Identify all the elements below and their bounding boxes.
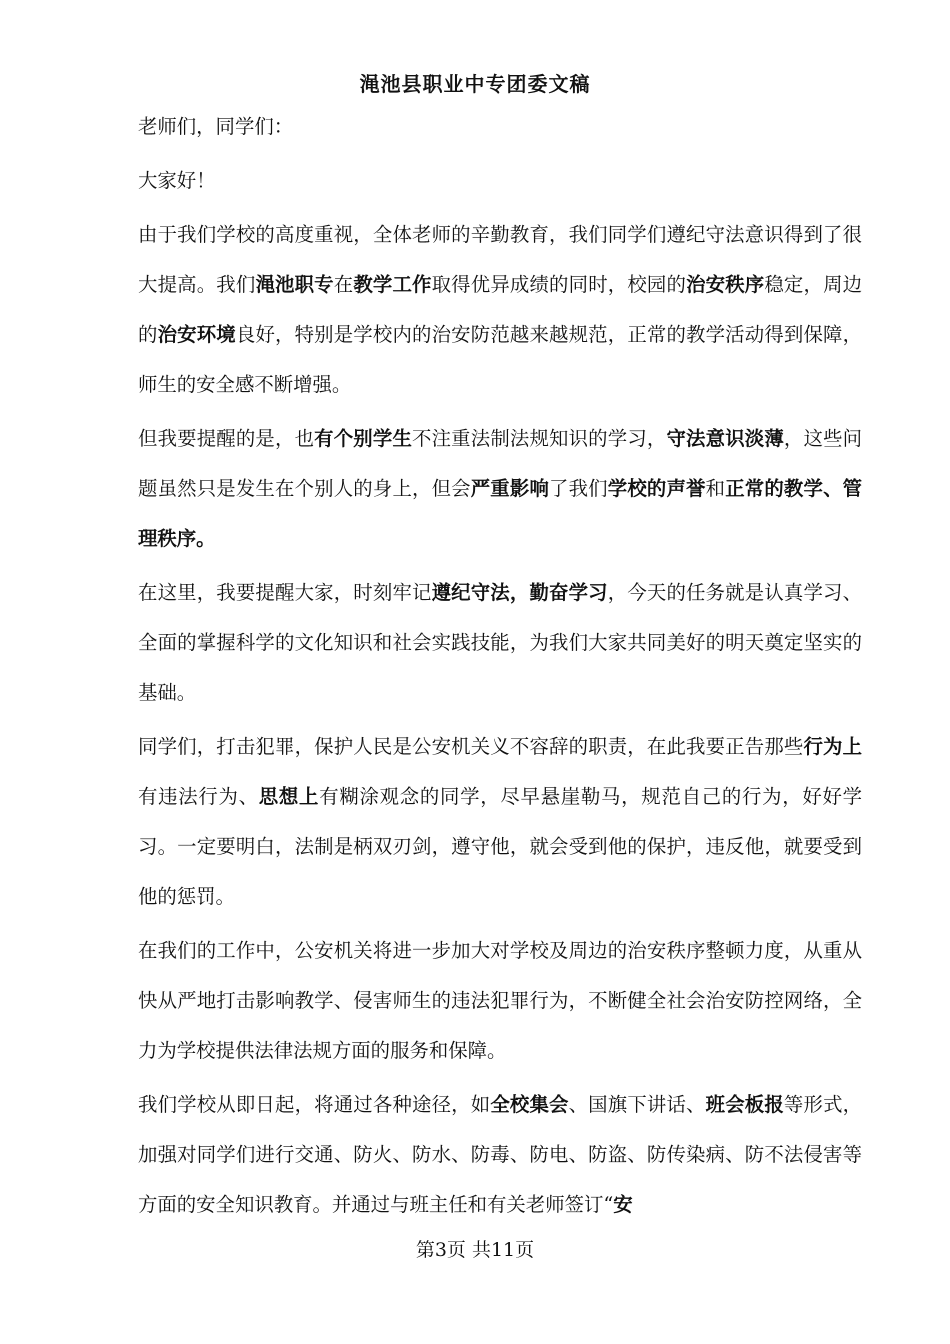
paragraph (138, 210, 862, 410)
bold-text: 思想上 (258, 785, 320, 808)
text-run: 由于我们学校的高度重视，全体老师的辛勤教育，我们同学们遵纪守法意识得到了很大提高。我们 (138, 223, 862, 296)
text-run: 了我们 (549, 477, 608, 500)
bold-text: 行为上 (803, 735, 863, 758)
text-run: 和 (705, 477, 726, 500)
document-body (138, 102, 862, 1234)
text-run: 老师们，同学们： (138, 115, 294, 138)
bold-text: 有个别学生 (314, 427, 413, 450)
bold-text: 班会板报 (705, 1093, 784, 1116)
text-run: 在 (333, 273, 354, 296)
text-run: 大家好！ (138, 169, 216, 192)
text-run: 等形式，加强对同学们进行交通、防火、防水、防毒、防电、防盗、防传染病、防不法侵害等方面的安全知识教育。并通过与班主任和有关老师签订“ (138, 1093, 863, 1216)
text-run: 同学们，打击犯罪，保护人民是公安机关义不容辞的职责，在此我要正告那些 (138, 735, 804, 758)
bold-text: 教学工作 (353, 273, 432, 296)
text-run: 在我们的工作中，公安机关将进一步加大对学校及周边的治安秩序整顿力度，从重从快从严地打击影响教学、侵害师生的违法犯罪行为，不断健全社会治安防控网络，全力为学校提供法律法规方面的服务和保障。 (138, 939, 862, 1062)
paragraph (138, 722, 862, 922)
text-run: 良好，特别是学校内的治安防范越来越规范，正常的教学活动得到保障，师生的安全感不断增强。 (138, 323, 863, 396)
bold-text: 守法意识淡薄 (666, 427, 784, 450)
paragraph (138, 102, 862, 152)
text-run: 但我要提醒的是，也 (138, 427, 315, 450)
paragraph (138, 1080, 862, 1230)
paragraph (138, 414, 862, 564)
bold-text: 渑池职专 (255, 273, 334, 296)
text-run: ，今天的任务就是认真学习、全面的掌握科学的文化知识和社会实践技能，为我们大家共同美好的明天奠定坚实的基础。 (138, 581, 863, 704)
text-run: 、国旗下讲话、 (568, 1093, 706, 1116)
text-run: ，这些问题虽然只是发生在个别人的身上，但会 (138, 427, 863, 500)
bold-text: 正常的教学、管理秩序。 (138, 477, 863, 550)
bold-text: 安 (613, 1193, 633, 1216)
text-run: 不注重法制法规知识的学习， (412, 427, 667, 450)
bold-text: 治安环境 (157, 323, 236, 346)
text-run: 有糊涂观念的同学，尽早悬崖勒马，规范自己的行为，好好学习。一定要明白，法制是柄双刃剑，遵守他，就会受到他的保护，违反他，就要受到他的惩罚。 (138, 785, 863, 908)
bold-text: 全校集会 (490, 1093, 569, 1116)
text-run: 取得优异成绩的同时，校园的 (431, 273, 687, 296)
bold-text: 遵纪守法，勤奋学习 (431, 581, 608, 604)
paragraph (138, 156, 862, 206)
paragraph (138, 568, 862, 718)
text-run: 稳定，周边的 (138, 273, 863, 346)
bold-text: 严重影响 (470, 477, 550, 500)
text-run: 我们学校从即日起，将通过各种途径，如 (138, 1093, 491, 1116)
document-title: 渑池县职业中专团委文稿 (359, 72, 591, 96)
text-run: 在这里，我要提醒大家，时刻牢记 (138, 581, 432, 604)
page-footer: 第3页 共11页 (415, 1239, 535, 1261)
bold-text: 学校的声誉 (607, 477, 706, 500)
text-run: 有违法行为、 (138, 785, 259, 808)
bold-text: 治安秩序 (686, 273, 765, 296)
paragraph (138, 926, 862, 1076)
